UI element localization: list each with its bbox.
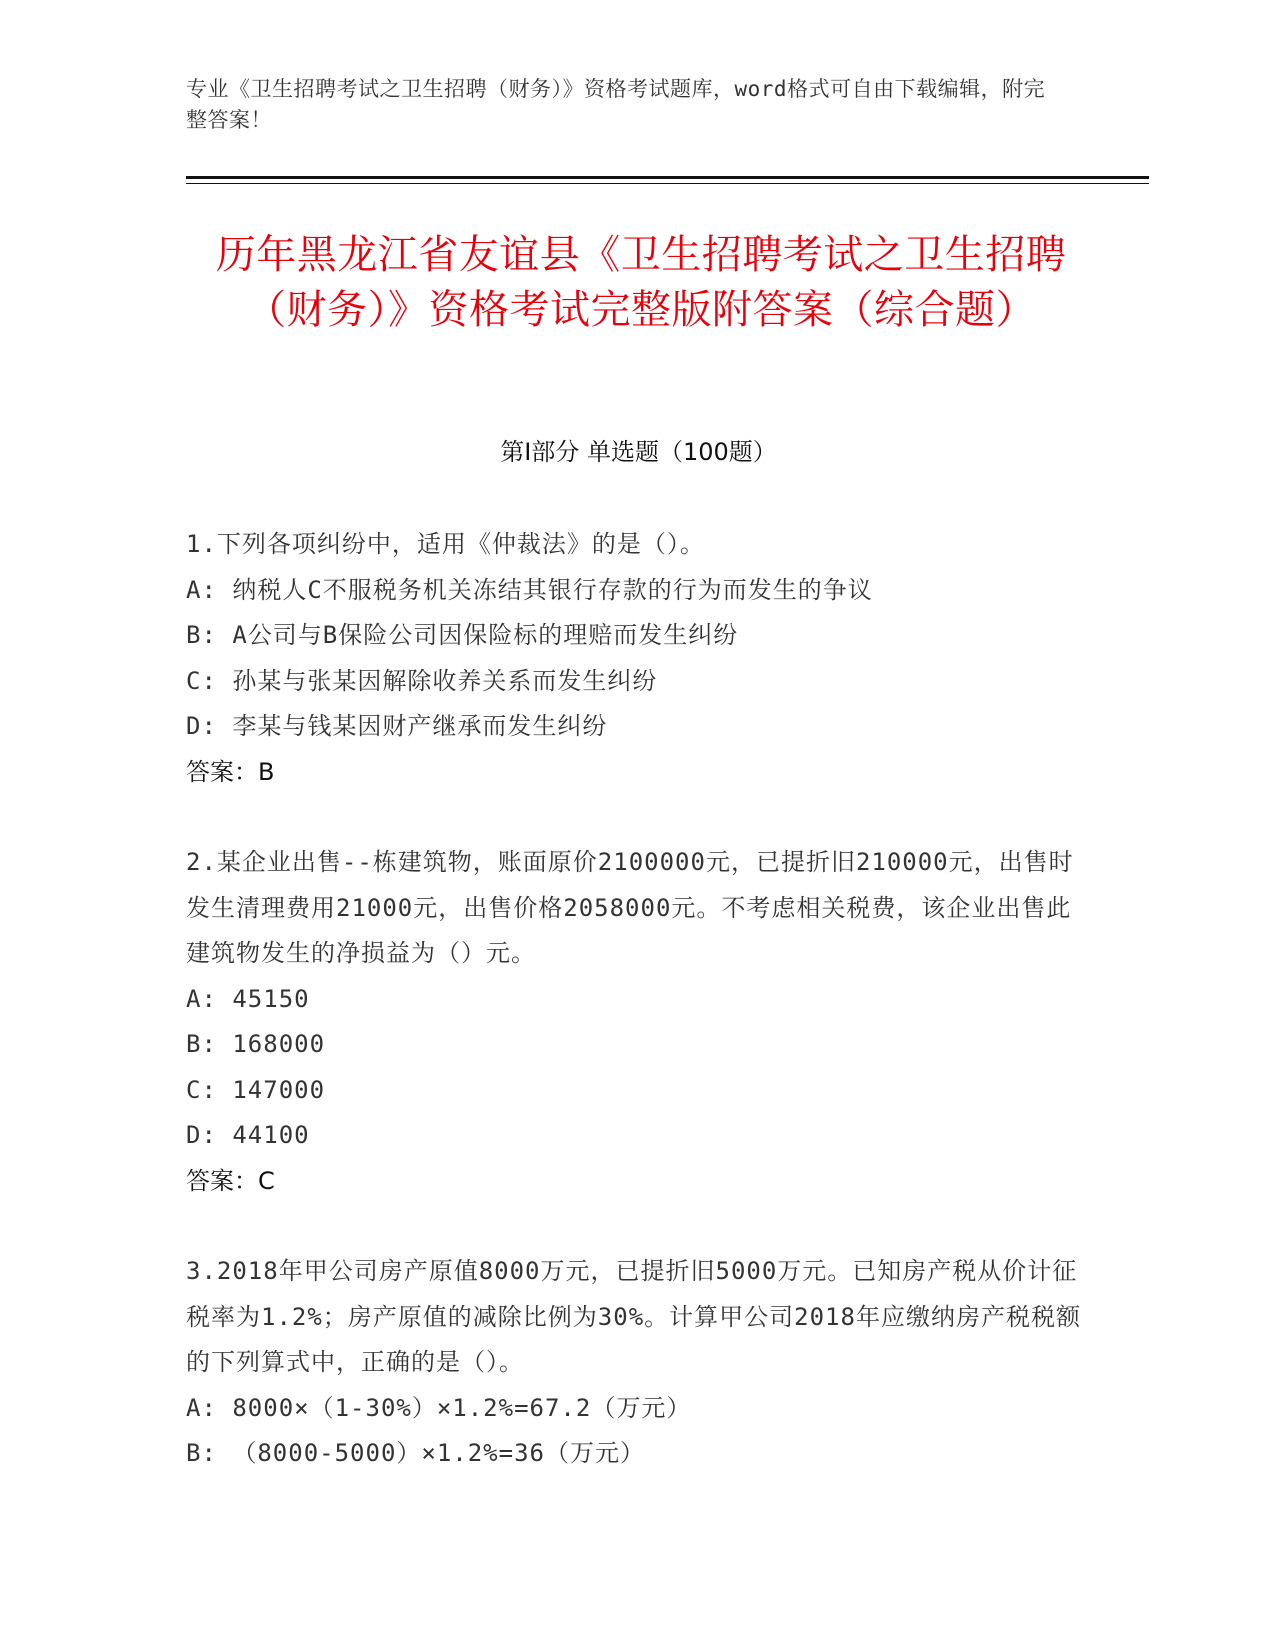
question-stem: 2.某企业出售--栋建筑物，账面原价2100000元，已提折旧210000元，出售时发生清理费用21000元，出售价格2058000元。不考虑相关税费，该企业出售此建筑物发生的净损益为（）元。 <box>186 848 1074 967</box>
question-3 <box>186 1249 1086 1477</box>
option-a: A: 8000×（1-30%）×1.2%=67.2（万元） <box>186 1393 692 1422</box>
answer: 答案：B <box>186 757 275 786</box>
option-c: C: 147000 <box>186 1075 326 1104</box>
header-note: 专业《卫生招聘考试之卫生招聘（财务）》资格考试题库，word格式可自由下载编辑，附完整答案！ <box>186 77 1046 132</box>
header-divider-thick <box>186 176 1149 179</box>
option-b: B: （8000-5000）×1.2%=36（万元） <box>186 1439 645 1467</box>
option-b: B: 168000 <box>186 1030 326 1058</box>
header-divider-thin <box>186 183 1149 184</box>
answer: 答案：C <box>186 1166 275 1195</box>
option-b: B: A公司与B保险公司因保险标的理赔而发生纠纷 <box>186 621 739 649</box>
document-title: 历年黑龙江省友谊县《卫生招聘考试之卫生招聘（财务）》资格考试完整版附答案（综合题） <box>215 232 1067 333</box>
option-c: C: 孙某与张某因解除收养关系而发生纠纷 <box>186 666 658 695</box>
option-a: A: 纳税人C不服税务机关冻结其银行存款的行为而发生的争议 <box>186 575 873 604</box>
option-d: D: 李某与钱某因财产继承而发生纠纷 <box>186 712 608 740</box>
section-title: 第Ⅰ部分 单选题（100题） <box>500 438 777 466</box>
question-stem: 3.2018年甲公司房产原值8000万元，已提折旧5000万元。已知房产税从价计征税率为1.2%；房产原值的减除比例为30%。计算甲公司2018年应缴纳房产税税额的下列算式中，正确的是（）。 <box>186 1257 1081 1376</box>
option-a: A: 45150 <box>186 984 310 1013</box>
question-2 <box>186 840 1086 1204</box>
option-d: D: 44100 <box>186 1121 310 1149</box>
question-1 <box>186 522 1086 795</box>
question-stem: 1.下列各项纠纷中，适用《仲裁法》的是（）。 <box>186 530 705 558</box>
